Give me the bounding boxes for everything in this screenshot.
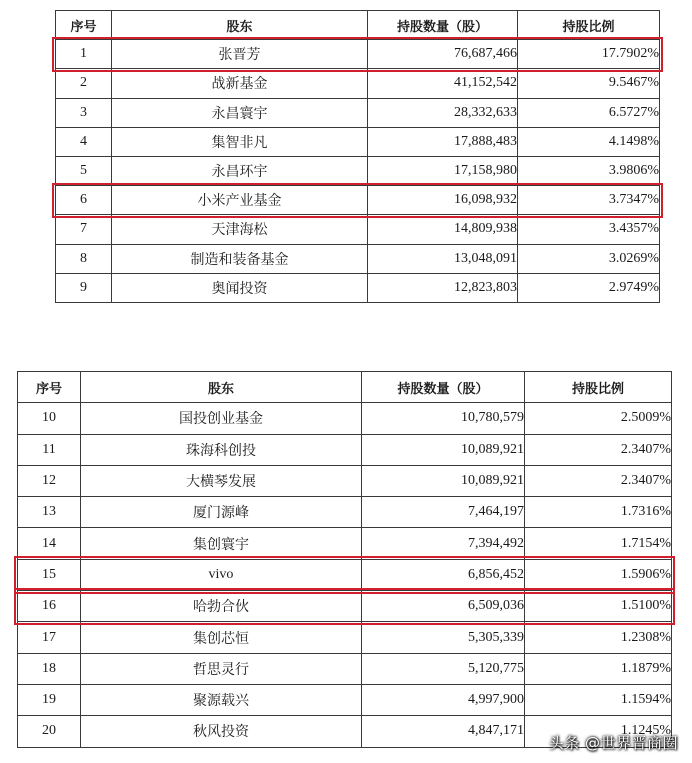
header-shares: 持股数量（股） xyxy=(362,372,525,403)
shareholder-name: 厦门源峰 xyxy=(81,497,362,528)
shareholder-name: 集智非凡 xyxy=(112,127,368,156)
shareholder-name: 哈勃合伙 xyxy=(81,591,362,622)
shareholder-name: 哲思灵行 xyxy=(81,653,362,684)
share-count: 14,809,938 xyxy=(368,215,518,244)
share-percentage: 2.3407% xyxy=(525,434,672,465)
table-header-row xyxy=(56,11,660,40)
row-number: 2 xyxy=(56,69,112,98)
table-row xyxy=(56,40,660,69)
shareholder-name: 奥闻投资 xyxy=(112,273,368,302)
share-percentage: 4.1498% xyxy=(518,127,660,156)
share-count: 5,120,775 xyxy=(362,653,525,684)
share-percentage: 1.5100% xyxy=(525,591,672,622)
share-percentage: 3.9806% xyxy=(518,156,660,185)
share-percentage: 2.9749% xyxy=(518,273,660,302)
share-percentage: 2.5009% xyxy=(525,403,672,434)
table-row xyxy=(18,465,672,496)
shareholder-name: 永昌寰宇 xyxy=(112,98,368,127)
table-row xyxy=(56,244,660,273)
shareholder-name: 集创芯恒 xyxy=(81,622,362,653)
share-percentage: 9.5467% xyxy=(518,69,660,98)
table-row xyxy=(18,591,672,622)
shareholder-name: 制造和装备基金 xyxy=(112,244,368,273)
share-count: 7,464,197 xyxy=(362,497,525,528)
share-count: 16,098,932 xyxy=(368,186,518,215)
shareholder-name: 小米产业基金 xyxy=(112,186,368,215)
header-pct: 持股比例 xyxy=(525,372,672,403)
row-number: 13 xyxy=(18,497,81,528)
header-shares: 持股数量（股） xyxy=(368,11,518,40)
share-percentage: 3.7347% xyxy=(518,186,660,215)
row-number: 10 xyxy=(18,403,81,434)
share-percentage: 3.0269% xyxy=(518,244,660,273)
share-count: 5,305,339 xyxy=(362,622,525,653)
share-percentage: 1.1245% xyxy=(525,716,672,747)
share-percentage: 17.7902% xyxy=(518,40,660,69)
table-row xyxy=(18,622,672,653)
share-percentage: 1.1594% xyxy=(525,684,672,715)
shareholder-name: 天津海松 xyxy=(112,215,368,244)
table-row xyxy=(18,403,672,434)
share-count: 28,332,633 xyxy=(368,98,518,127)
row-number: 16 xyxy=(18,591,81,622)
shareholder-name: 聚源载兴 xyxy=(81,684,362,715)
table-row xyxy=(56,98,660,127)
header-num: 序号 xyxy=(18,372,81,403)
share-count: 12,823,803 xyxy=(368,273,518,302)
row-number: 14 xyxy=(18,528,81,559)
shareholder-name: 大横琴发展 xyxy=(81,465,362,496)
table-row xyxy=(18,497,672,528)
row-number: 15 xyxy=(18,559,81,590)
share-count: 17,888,483 xyxy=(368,127,518,156)
share-count: 4,847,171 xyxy=(362,716,525,747)
share-count: 10,780,579 xyxy=(362,403,525,434)
row-number: 9 xyxy=(56,273,112,302)
share-count: 17,158,980 xyxy=(368,156,518,185)
header-name: 股东 xyxy=(81,372,362,403)
table-row xyxy=(18,559,672,590)
shareholder-name: 张晋芳 xyxy=(112,40,368,69)
share-count: 6,856,452 xyxy=(362,559,525,590)
shareholder-name: 国投创业基金 xyxy=(81,403,362,434)
share-percentage: 2.3407% xyxy=(525,465,672,496)
header-name: 股东 xyxy=(112,11,368,40)
row-number: 5 xyxy=(56,156,112,185)
table-row xyxy=(56,186,660,215)
shareholder-name: 战新基金 xyxy=(112,69,368,98)
share-count: 6,509,036 xyxy=(362,591,525,622)
share-count: 10,089,921 xyxy=(362,465,525,496)
share-count: 13,048,091 xyxy=(368,244,518,273)
row-number: 12 xyxy=(18,465,81,496)
header-num: 序号 xyxy=(56,11,112,40)
row-number: 11 xyxy=(18,434,81,465)
row-number: 20 xyxy=(18,716,81,747)
row-number: 8 xyxy=(56,244,112,273)
share-percentage: 1.5906% xyxy=(525,559,672,590)
row-number: 7 xyxy=(56,215,112,244)
share-percentage: 1.1879% xyxy=(525,653,672,684)
table-row xyxy=(56,273,660,302)
row-number: 1 xyxy=(56,40,112,69)
share-count: 76,687,466 xyxy=(368,40,518,69)
shareholder-name: 秋风投资 xyxy=(81,716,362,747)
shareholder-table-2 xyxy=(17,371,672,748)
row-number: 19 xyxy=(18,684,81,715)
row-number: 4 xyxy=(56,127,112,156)
table-row xyxy=(56,156,660,185)
row-number: 3 xyxy=(56,98,112,127)
header-pct: 持股比例 xyxy=(518,11,660,40)
table-header-row xyxy=(18,372,672,403)
shareholder-name: 珠海科创投 xyxy=(81,434,362,465)
row-number: 18 xyxy=(18,653,81,684)
share-count: 10,089,921 xyxy=(362,434,525,465)
share-percentage: 1.7316% xyxy=(525,497,672,528)
watermark: 头条 @世界晋商圈 xyxy=(548,734,678,752)
share-count: 41,152,542 xyxy=(368,69,518,98)
table-row xyxy=(18,653,672,684)
table-row xyxy=(56,215,660,244)
row-number: 17 xyxy=(18,622,81,653)
shareholder-name: 永昌环宇 xyxy=(112,156,368,185)
share-percentage: 1.2308% xyxy=(525,622,672,653)
table-row xyxy=(56,69,660,98)
table-row xyxy=(56,127,660,156)
share-percentage: 6.5727% xyxy=(518,98,660,127)
share-percentage: 3.4357% xyxy=(518,215,660,244)
table-row xyxy=(18,434,672,465)
table-row xyxy=(18,528,672,559)
share-count: 7,394,492 xyxy=(362,528,525,559)
shareholder-name: 集创寰宇 xyxy=(81,528,362,559)
share-count: 4,997,900 xyxy=(362,684,525,715)
table-row xyxy=(18,684,672,715)
shareholder-table-1 xyxy=(55,10,660,303)
row-number: 6 xyxy=(56,186,112,215)
shareholder-name: vivo xyxy=(81,559,362,590)
share-percentage: 1.7154% xyxy=(525,528,672,559)
